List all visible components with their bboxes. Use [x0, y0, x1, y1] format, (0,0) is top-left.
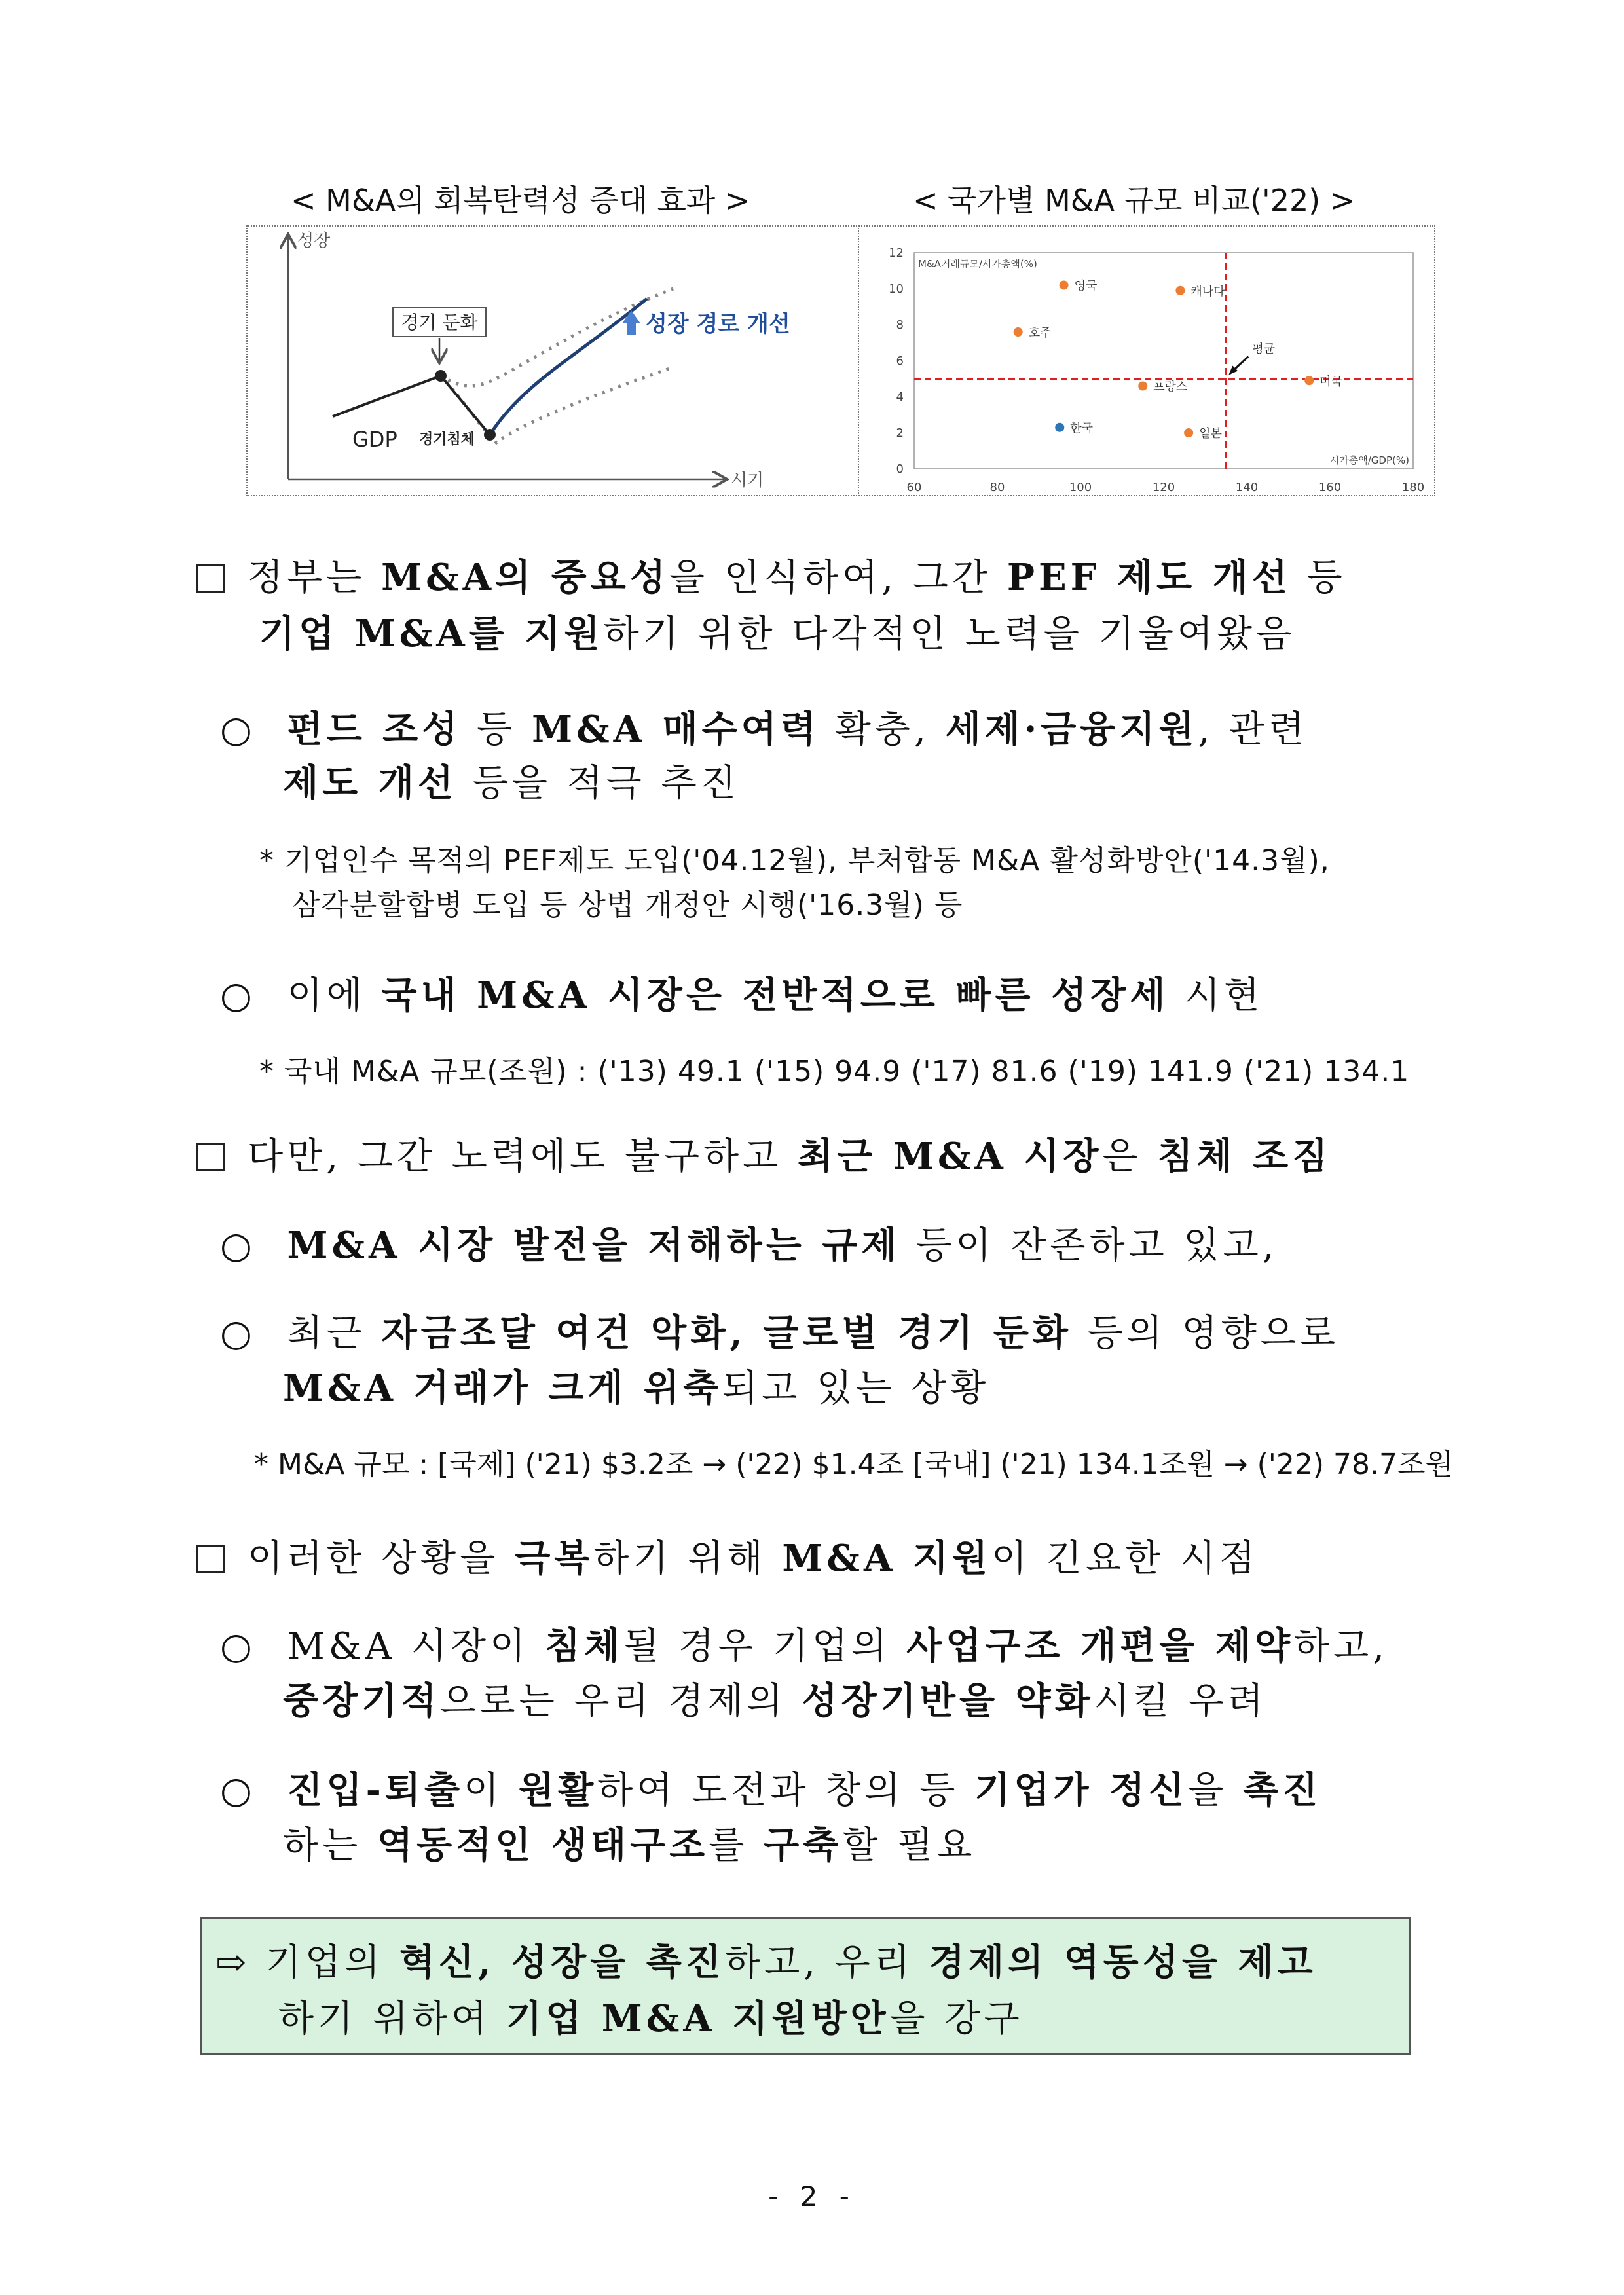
- emphasis-text: 사업구조 개편을 제약: [906, 1625, 1295, 1668]
- slowdown-label: 경기 둔화: [401, 312, 478, 333]
- bullet-6-line-2: [283, 1816, 976, 1869]
- body-text: 을: [1188, 1769, 1244, 1812]
- summary-line-2: [278, 1990, 1024, 2042]
- emphasis-text: 기업 M&A 지원방안: [506, 1997, 890, 2040]
- emphasis-text: 혁신, 성장을 촉진: [399, 1941, 725, 1984]
- summary-box: [200, 1917, 1411, 2055]
- body-text: 으로는 우리 경제의: [440, 1680, 802, 1723]
- x-tick-label: 180: [1401, 481, 1425, 494]
- note-2: * 국내 M&A 규모(조원) : ('13) 49.1 ('15) 94.9 ('17) 81.6 ('19) 141.9 ('21) 134.1: [259, 1055, 1410, 1088]
- emphasis-text: M&A의 중요성: [381, 556, 669, 599]
- data-point: [1184, 428, 1193, 437]
- emphasis-text: M&A 매수여력: [532, 708, 820, 751]
- x-axis-label: 시가총액/GDP(%): [1329, 454, 1409, 466]
- emphasis-text: M&A 거래가 크게 위축: [283, 1367, 723, 1410]
- y-tick-label: 4: [896, 390, 904, 404]
- data-point: [1304, 376, 1314, 385]
- page-number: - 2 -: [768, 2180, 856, 2212]
- emphasis-text: 중장기적: [283, 1680, 441, 1723]
- data-point: [1055, 423, 1064, 432]
- circle-bullet-icon: ○: [220, 1312, 256, 1355]
- body-text: 이: [464, 1769, 519, 1812]
- circle-bullet-icon: ○: [220, 708, 256, 751]
- figure-caption-resilience: < M&A의 회복탄력성 증대 효과 >: [291, 183, 750, 218]
- body-text: 등의 영향으로: [1071, 1312, 1340, 1355]
- resilience-diagram-panel: [246, 225, 859, 496]
- bullet-3-line-1: [220, 1217, 1278, 1269]
- body-text: 등이 잔존하고 있고,: [900, 1224, 1278, 1267]
- square-bullet-icon: [196, 564, 225, 593]
- body-text: M&A 시장이: [287, 1625, 545, 1668]
- emphasis-text: M&A 지원: [782, 1537, 992, 1580]
- data-point-label: 일본: [1199, 427, 1222, 441]
- country-ma-scatter-chart: [859, 227, 1434, 498]
- body-text: 은: [1102, 1135, 1158, 1178]
- y-tick-label: 12: [889, 246, 904, 260]
- data-point-label: 한국: [1070, 421, 1094, 435]
- body-text: 하고,: [1294, 1625, 1389, 1668]
- x-axis-label: 시기: [731, 471, 764, 490]
- emphasis-text: 침체: [545, 1625, 624, 1668]
- emphasis-text: 극복: [515, 1537, 594, 1580]
- data-point-label: 영국: [1074, 279, 1098, 293]
- body-text: 하기 위하여: [278, 1998, 507, 2040]
- bullet-6-line-1: [220, 1761, 1321, 1814]
- data-point-label: 미국: [1320, 375, 1343, 389]
- emphasis-text: 촉진: [1243, 1769, 1322, 1812]
- emphasis-text: 최근 M&A 시장: [798, 1135, 1103, 1178]
- y-tick-label: 0: [896, 462, 904, 476]
- bullet-1-line-1: [220, 701, 1308, 753]
- emphasis-text: PEF 제도 개선: [1006, 556, 1291, 599]
- recession-point: [484, 429, 496, 441]
- x-tick-label: 160: [1318, 481, 1342, 494]
- emphasis-text: 원활: [519, 1769, 598, 1812]
- body-text: 등: [1291, 557, 1346, 599]
- y-tick-label: 2: [896, 426, 904, 440]
- x-tick-label: 120: [1152, 481, 1175, 494]
- x-tick-label: 60: [906, 481, 922, 494]
- emphasis-text: 경제의 역동성을 제고: [929, 1941, 1317, 1984]
- body-text: 다만, 그간 노력에도 불구하고: [248, 1135, 798, 1178]
- country-ma-scatter-panel: [859, 225, 1435, 496]
- body-text: 시현: [1169, 974, 1264, 1017]
- body-text: 하기 위해: [593, 1537, 783, 1580]
- average-label: 평균: [1252, 342, 1276, 356]
- circle-bullet-icon: ○: [220, 1625, 256, 1668]
- emphasis-text: 기업가 정신: [974, 1769, 1189, 1812]
- square-bullet-icon: [196, 1545, 225, 1573]
- bullet-4-line-1: [220, 1304, 1339, 1357]
- slowdown-point: [435, 370, 447, 382]
- body-text: 최근: [287, 1312, 382, 1355]
- emphasis-text: M&A 시장 발전을 저해하는 규제: [287, 1224, 901, 1267]
- resilience-diagram: [248, 227, 860, 498]
- data-point-label: 캐나다: [1190, 284, 1225, 299]
- gdp-label: GDP: [352, 427, 397, 452]
- y-tick-label: 8: [896, 318, 904, 332]
- upper-dotted-path: [441, 289, 673, 386]
- note-1-line-2: 삼각분할합병 도입 등 상법 개정안 시행('16.3월) 등: [292, 889, 963, 922]
- emphasis-text: 기업 M&A를 지원: [259, 612, 604, 655]
- emphasis-text: 국내 M&A 시장은 전반적으로 빠른 성장세: [381, 974, 1170, 1017]
- data-point: [1138, 382, 1147, 391]
- data-point: [1060, 281, 1069, 290]
- bullet-1-line-2: [283, 754, 740, 807]
- body-text: 를: [709, 1824, 764, 1867]
- body-text: 시킬 우려: [1094, 1680, 1267, 1723]
- data-point-label: 호주: [1028, 326, 1052, 340]
- x-tick-label: 140: [1235, 481, 1259, 494]
- body-text: 을 인식하여, 그간: [669, 557, 1007, 599]
- body-text: , 관련: [1198, 708, 1308, 751]
- bullet-2-line-1: [220, 966, 1263, 1019]
- improve-label: 성장 경로 개선: [646, 311, 790, 337]
- body-text: ⇨ 기업의: [215, 1941, 399, 1984]
- data-point: [1175, 286, 1185, 295]
- body-text: 하는: [283, 1824, 377, 1867]
- para-2-line-1: [196, 1128, 1331, 1180]
- emphasis-text: 진입-퇴출: [287, 1769, 464, 1812]
- body-text: 이 긴요한 시점: [991, 1537, 1259, 1580]
- emphasis-text: 자금조달 여건 악화, 글로벌 경기 둔화: [381, 1312, 1072, 1355]
- emphasis-text: 펀드 조성: [287, 708, 462, 751]
- body-text: 하기 위한 다각적인 노력을 기울여왔음: [603, 613, 1296, 655]
- bullet-5-line-2: [283, 1672, 1267, 1725]
- emphasis-text: 침체 조짐: [1157, 1135, 1332, 1178]
- square-bullet-icon: [196, 1143, 225, 1171]
- x-tick-label: 80: [989, 481, 1005, 494]
- improved-growth-path: [490, 299, 647, 435]
- para-1-line-2: [259, 605, 1295, 657]
- bullet-5-line-1: [220, 1617, 1388, 1670]
- para-3-line-1: [196, 1530, 1259, 1582]
- note-1-line-1: * 기업인수 목적의 PEF제도 도입('04.12월), 부처합동 M&A 활성화방안('14.3월),: [259, 844, 1330, 877]
- y-axis-label: 성장: [297, 231, 331, 251]
- data-point: [1014, 327, 1023, 337]
- body-text: 되고 있는 상황: [722, 1367, 990, 1410]
- body-text: 이에: [287, 974, 382, 1017]
- data-point-label: 프랑스: [1153, 380, 1188, 394]
- note-3: * M&A 규모 : [국제] ('21) $3.2조 → ('22) $1.4조 [국내] ('21) 134.1조원 → ('22) 78.7조원: [254, 1448, 1453, 1481]
- emphasis-text: 역동적인 생태구조: [377, 1824, 709, 1867]
- body-text: 확충,: [819, 708, 946, 751]
- emphasis-text: 성장기반을 약화: [802, 1680, 1094, 1723]
- emphasis-text: 제도 개선: [283, 762, 457, 805]
- para-1-line-1: [196, 549, 1346, 601]
- circle-bullet-icon: ○: [220, 974, 256, 1017]
- body-text: 을 강구: [889, 1998, 1024, 2040]
- body-text: 정부는: [248, 557, 382, 599]
- emphasis-text: 구축: [764, 1824, 843, 1867]
- body-text: 이러한 상황을: [248, 1537, 515, 1580]
- body-text: 하여 도전과 창의 등: [597, 1769, 975, 1812]
- y-axis-label: M&A거래규모/시가총액(%): [918, 258, 1037, 270]
- y-tick-label: 6: [896, 354, 904, 368]
- bullet-4-line-2: [283, 1359, 989, 1412]
- recession-label: 경기침체: [419, 431, 475, 448]
- figure-caption-country-comparison: < 국가별 M&A 규모 비교('22) >: [913, 183, 1356, 218]
- body-text: 하고, 우리: [724, 1941, 929, 1984]
- body-text: 할 필요: [842, 1824, 976, 1867]
- lower-dotted-path: [441, 367, 673, 443]
- circle-bullet-icon: ○: [220, 1224, 256, 1267]
- body-text: 될 경우 기업의: [623, 1625, 907, 1668]
- circle-bullet-icon: ○: [220, 1769, 256, 1812]
- plot-frame: [914, 253, 1413, 469]
- y-tick-label: 10: [889, 282, 904, 296]
- emphasis-text: 세제·금융지원: [945, 708, 1198, 751]
- x-tick-label: 100: [1069, 481, 1092, 494]
- body-text: 등을 적극 추진: [456, 762, 740, 805]
- summary-line-1: [215, 1934, 1317, 1986]
- body-text: 등: [461, 708, 532, 751]
